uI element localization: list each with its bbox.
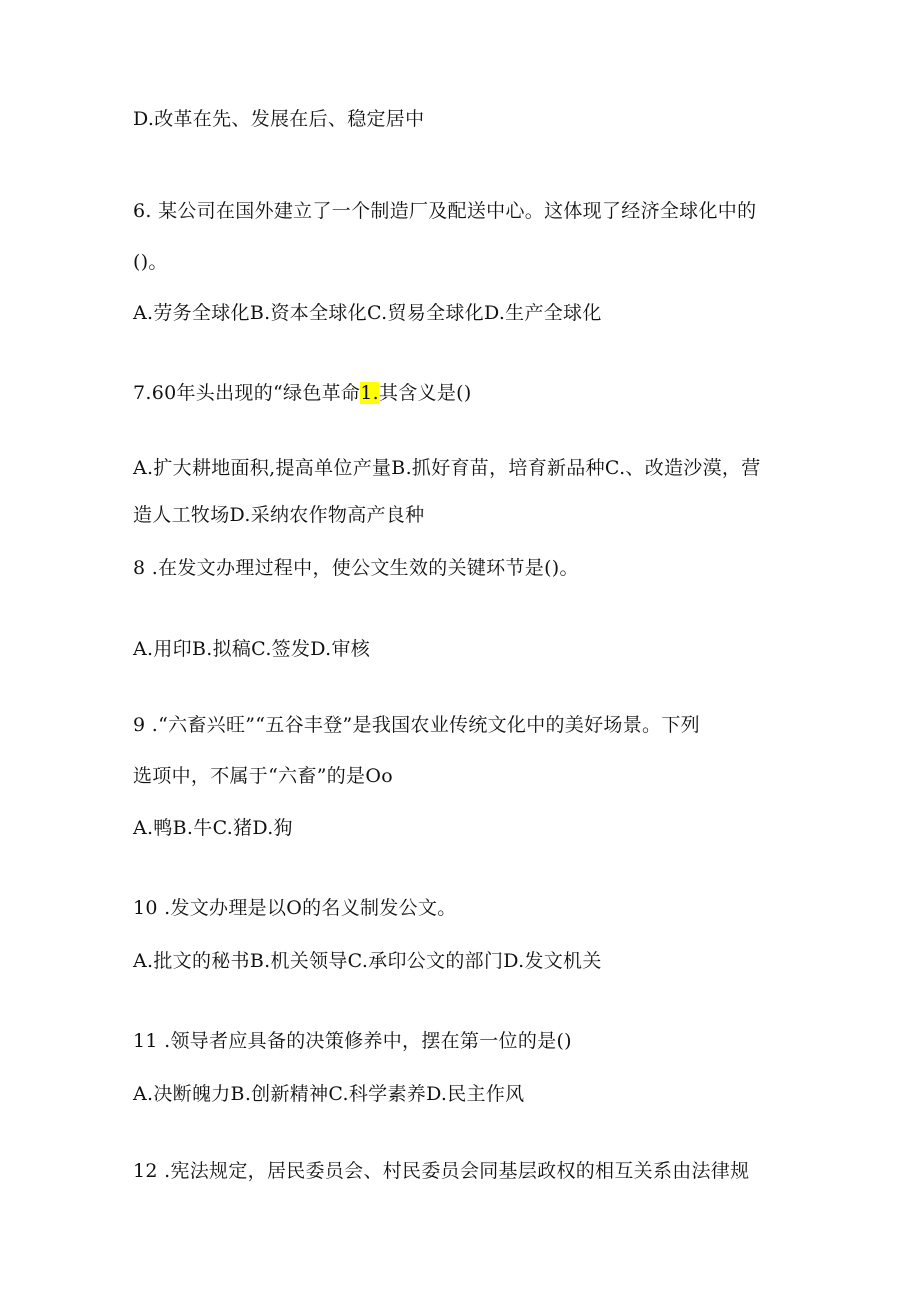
question-9-line-2: 选项中，不属于“六畜”的是Oo xyxy=(133,765,393,787)
question-9-line-1: 9 .“六畜兴旺”“五谷丰登”是我国农业传统文化中的美好场景。下列 xyxy=(133,714,700,736)
question-7-options-line-1: A.扩大耕地面积,提高单位产量B.抓好育苗，培育新品种C.、改造沙漠，营 xyxy=(133,457,761,479)
question-12-line: 12 .宪法规定，居民委员会、村民委员会同基层政权的相互关系由法律规 xyxy=(133,1160,750,1182)
option-line-q5-d: D.改革在先、发展在后、稳定居中 xyxy=(133,108,425,130)
question-10-line: 10 .发文办理是以O的名义制发公文。 xyxy=(133,897,457,919)
question-7-options-line-2: 造人工牧场D.采纳农作物高产良种 xyxy=(133,504,425,526)
question-8-options: A.用印B.拟稿C.签发D.审核 xyxy=(133,638,371,660)
question-6-options: A.劳务全球化B.资本全球化C.贸易全球化D.生产全球化 xyxy=(133,302,602,324)
question-6-line-1: 6. 某公司在国外建立了一个制造厂及配送中心。这体现了经济全球化中的 xyxy=(133,200,757,222)
question-10-options: A.批文的秘书B.机关领导C.承印公文的部门D.发文机关 xyxy=(133,950,602,972)
question-11-options: A.决断魄力B.创新精神C.科学素养D.民主作风 xyxy=(133,1083,525,1105)
question-7-text-end: 其含义是() xyxy=(378,382,472,404)
question-9-options: A.鸭B.牛C.猪D.狗 xyxy=(133,817,293,839)
question-8-line: 8 .在发文办理过程中，使公文生效的关键环节是()。 xyxy=(133,557,579,579)
question-7-line xyxy=(133,381,472,405)
question-7-text-start: 7.60年头出现的“绿色革命 xyxy=(133,382,361,404)
question-11-line: 11 .领导者应具备的决策修养中，摆在第一位的是() xyxy=(133,1030,572,1052)
highlighted-text: 1. xyxy=(360,382,379,404)
question-6-line-2: ()。 xyxy=(133,251,168,273)
